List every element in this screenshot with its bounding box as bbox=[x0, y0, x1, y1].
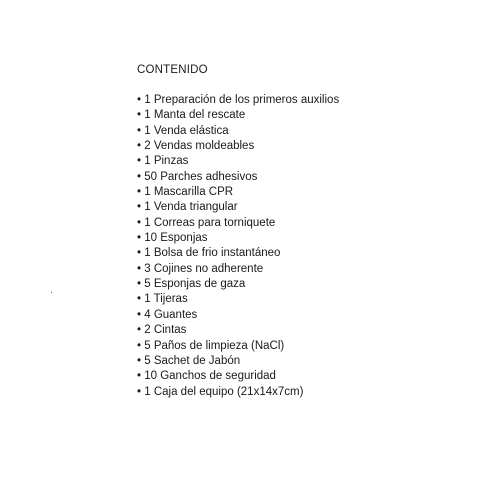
list-item-text: 1 Caja del equipo (21x14x7cm) bbox=[144, 385, 304, 398]
bullet-icon: • bbox=[137, 232, 142, 245]
list-item-text: 50 Parches adhesivos bbox=[144, 170, 258, 183]
list-item-text: 5 Paños de limpieza (NaCl) bbox=[144, 339, 285, 352]
list-item bbox=[137, 369, 339, 384]
bullet-icon: • bbox=[137, 109, 142, 122]
bullet-icon: • bbox=[137, 354, 142, 367]
list-item-text: 5 Esponjas de gaza bbox=[144, 278, 246, 291]
list-item bbox=[137, 170, 339, 185]
list-item bbox=[137, 231, 339, 246]
bullet-icon: • bbox=[137, 278, 142, 291]
list-item bbox=[137, 200, 339, 215]
list-item-text: 1 Tijeras bbox=[144, 293, 188, 306]
list-item bbox=[137, 108, 339, 123]
list-item-text: 2 Cintas bbox=[144, 324, 187, 337]
list-item bbox=[137, 216, 339, 231]
list-item-text: 10 Esponjas bbox=[144, 232, 208, 245]
contents-list bbox=[137, 93, 339, 400]
list-item-text: 1 Bolsa de frio instantáneo bbox=[144, 247, 281, 260]
list-item-text: 2 Vendas moldeables bbox=[144, 140, 255, 153]
list-item bbox=[137, 385, 339, 400]
bullet-icon: • bbox=[137, 170, 142, 183]
list-item-text: 1 Correas para torniquete bbox=[144, 216, 276, 229]
bullet-icon: • bbox=[137, 186, 142, 199]
bullet-icon: • bbox=[137, 370, 142, 383]
list-item bbox=[137, 308, 339, 323]
list-item-text: 1 Mascarilla CPR bbox=[144, 186, 234, 199]
bullet-icon: • bbox=[137, 339, 142, 352]
list-item bbox=[137, 354, 339, 369]
bullet-icon: • bbox=[137, 216, 142, 229]
list-item-text: 1 Venda elástica bbox=[144, 124, 229, 137]
bullet-icon: • bbox=[137, 201, 142, 214]
contents-heading: CONTENIDO bbox=[137, 64, 208, 76]
bullet-icon: • bbox=[137, 140, 142, 153]
list-item bbox=[137, 262, 339, 277]
bullet-icon: • bbox=[137, 124, 142, 137]
list-item-text: 3 Cojines no adherente bbox=[144, 262, 264, 275]
bullet-icon: • bbox=[137, 308, 142, 321]
list-item-text: 1 Preparación de los primeros auxilios bbox=[144, 94, 340, 106]
list-item bbox=[137, 246, 339, 261]
list-item-text: 1 Venda triangular bbox=[144, 201, 238, 214]
bullet-icon: • bbox=[137, 247, 142, 260]
list-item bbox=[137, 339, 339, 354]
bullet-icon: • bbox=[137, 293, 142, 306]
list-item bbox=[137, 292, 339, 307]
bullet-icon: • bbox=[137, 324, 142, 337]
list-item-text: 1 Pinzas bbox=[144, 155, 189, 168]
list-item bbox=[137, 185, 339, 200]
bullet-icon: • bbox=[137, 155, 142, 168]
list-item-text: 1 Manta del rescate bbox=[144, 109, 246, 122]
list-item bbox=[137, 139, 339, 154]
list-item bbox=[137, 323, 339, 338]
list-item bbox=[137, 93, 339, 108]
list-item bbox=[137, 124, 339, 139]
bullet-icon: • bbox=[137, 94, 142, 106]
stray-mark bbox=[51, 292, 52, 293]
list-item-text: 10 Ganchos de seguridad bbox=[144, 370, 276, 383]
bullet-icon: • bbox=[137, 262, 142, 275]
list-item-text: 5 Sachet de Jabón bbox=[144, 354, 241, 367]
bullet-icon: • bbox=[137, 385, 142, 398]
list-item bbox=[137, 154, 339, 169]
contents-section bbox=[137, 63, 339, 400]
list-item bbox=[137, 277, 339, 292]
list-item-text: 4 Guantes bbox=[144, 308, 198, 321]
